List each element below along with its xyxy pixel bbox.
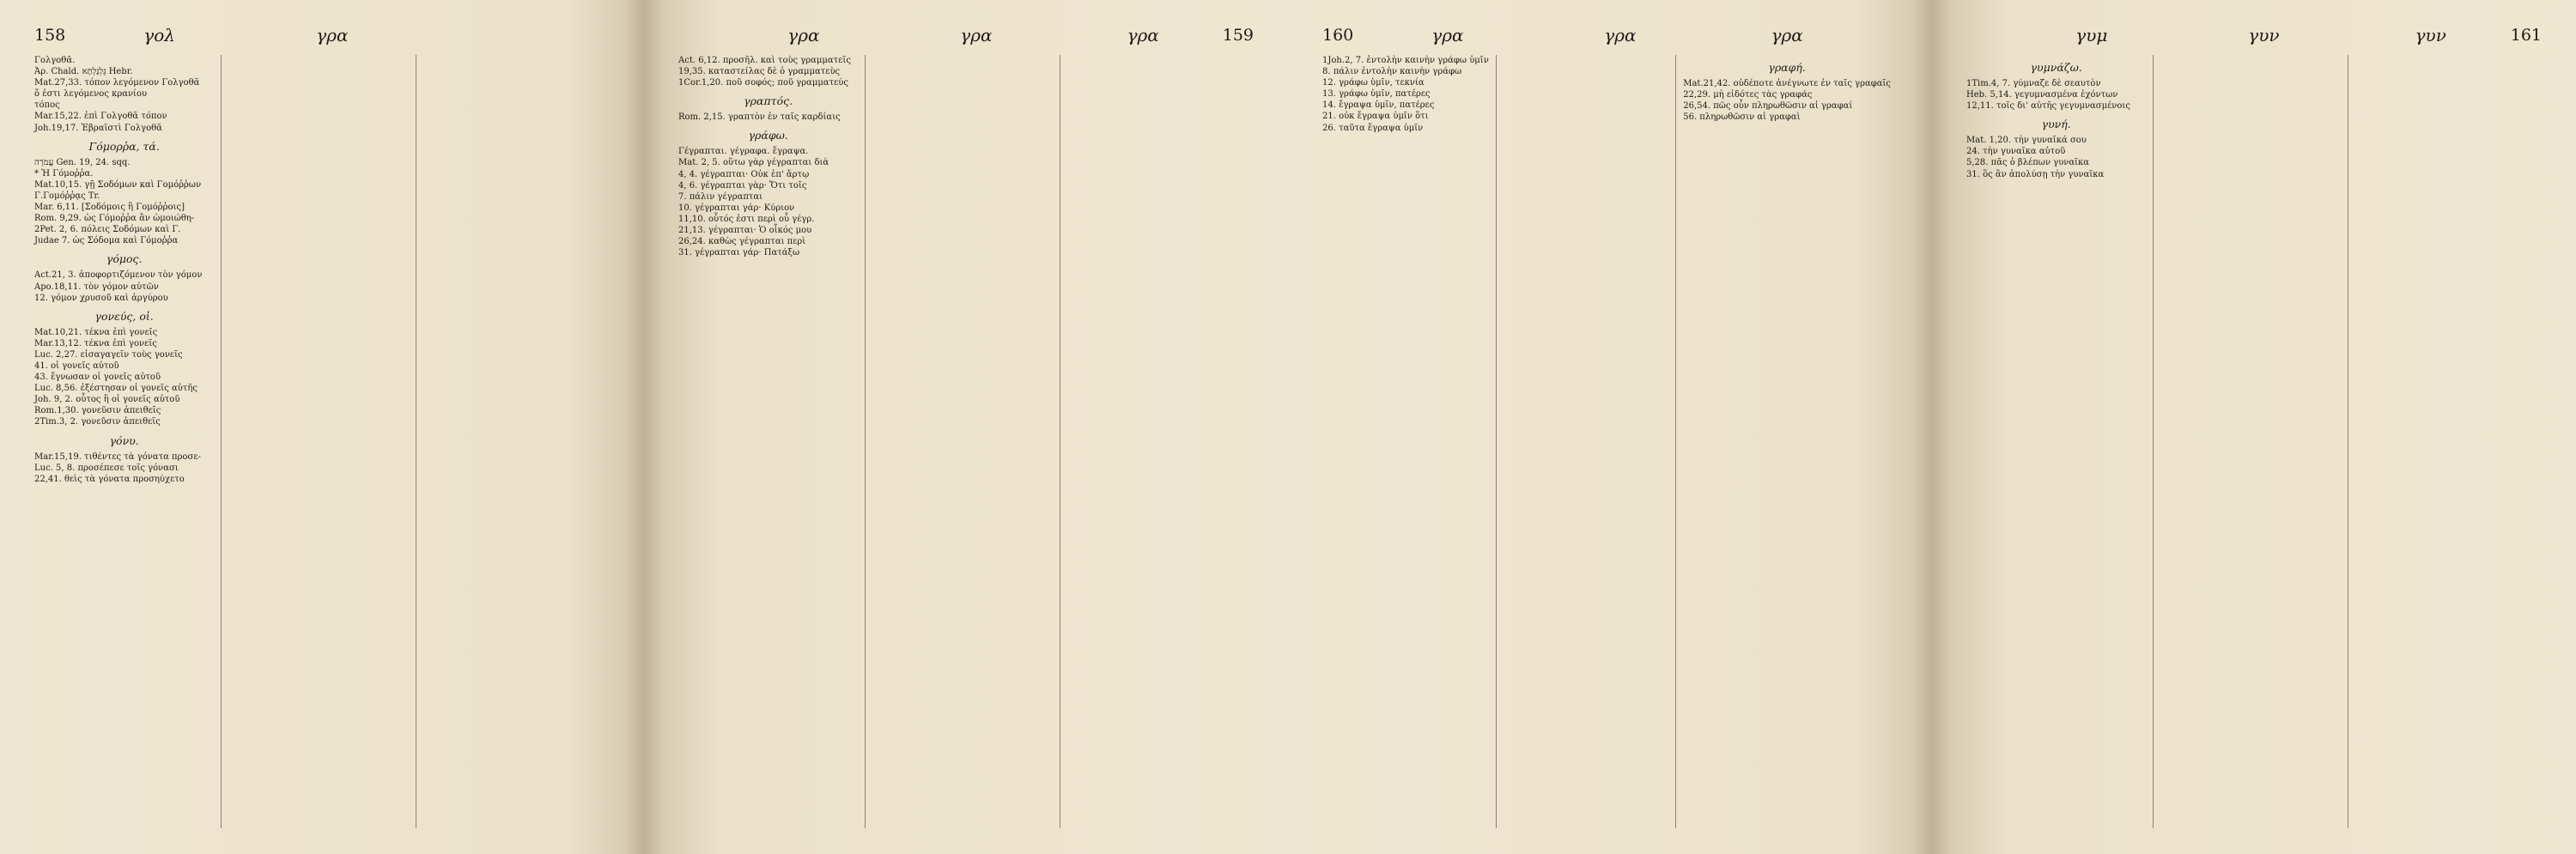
right-spread <box>1288 0 2576 854</box>
running-head <box>1322 19 1898 51</box>
citation-line: Γ.Γομόῤῥᾳς Tr. <box>34 191 100 201</box>
lemma-heading: γραφή. <box>1768 61 1806 74</box>
page-number: 161 <box>2510 26 2542 45</box>
citation-line: Γέγραπται. γέγραφα. ἔγραψα. <box>678 147 809 157</box>
citation-line: 26,54. πῶς οὖν πληρωθῶσιν αἱ γραφαί <box>1683 101 1853 112</box>
citation-line: Mar. 6,11. [Σοδόμοις ἢ Γομόῤῥοις] <box>34 203 185 213</box>
citation-line: 14. ἔγραψα ὑμῖν, πατέρες <box>1322 100 1435 111</box>
text-columns <box>1322 55 1898 828</box>
page-159 <box>644 0 1288 854</box>
running-headword: γρα <box>1431 25 1464 45</box>
running-head <box>34 19 610 51</box>
lemma-heading: γόνυ. <box>109 433 139 447</box>
text-column <box>1966 55 2153 828</box>
running-head <box>1966 19 2542 51</box>
citation-line: Γολγοθᾶ. <box>34 56 76 65</box>
page-number: 159 <box>1222 26 1254 45</box>
citation-line: 10. γέγραπται γάρ· Κύριον <box>678 203 795 213</box>
lemma-heading: γονεύς, οἱ. <box>94 309 154 323</box>
citation-line: τόπος <box>34 100 60 111</box>
text-column <box>34 55 221 828</box>
page-161 <box>1932 0 2576 854</box>
running-headword: γυμ <box>2075 25 2108 45</box>
citation-line: 41. οἱ γονεῖς αὐτοῦ <box>34 360 119 371</box>
citation-line: Mar.13,12. τέκνα ἐπὶ γονεῖς <box>34 338 157 348</box>
citation-line: * Ἡ Γόμοῤῥα. <box>34 168 94 179</box>
citation-line: 31. ὃς ἂν ἀπολύσῃ τὴν γυναῖκα <box>1966 169 2105 179</box>
citation-line: Rom.1,30. γονεῦσιν ἀπειθεῖς <box>34 406 161 416</box>
citation-line: Joh. 9, 2. οὗτος ἢ οἱ γονεῖς αὐτοῦ <box>34 395 180 405</box>
citation-line: 2Tim.3, 2. γονεῦσιν ἀπειθεῖς <box>34 417 161 427</box>
running-headword: γρα <box>787 25 820 45</box>
citation-line: 8. πάλιν ἐντολὴν καινὴν γράφω <box>1322 67 1462 77</box>
citation-line: 7. πάλιν γέγραπται <box>678 191 763 202</box>
citation-line: Mar.15,19. τιθέντες τὰ γόνατα προσε- <box>34 451 201 462</box>
page-158 <box>0 0 644 854</box>
citation-line: עֲמֹרָה Gen. 19, 24. sqq. <box>34 157 131 167</box>
citation-line: Heb. 5,14. γεγυμνασμένα ἐχόντων <box>1966 90 2118 100</box>
citation-line: Apo.18,11. τὸν γόμον αὐτῶν <box>34 282 159 292</box>
lemma-heading: γράφω. <box>748 129 788 142</box>
citation-line: 13. γράφω ὑμῖν, πατέρες <box>1322 89 1431 100</box>
text-column <box>1322 55 1496 828</box>
running-headword: γρα <box>1771 25 1803 45</box>
page-number: 158 <box>34 26 66 45</box>
text-column <box>221 55 415 828</box>
citation-line: 4, 6. γέγραπται γὰρ· Ὅτι τοῖς <box>678 180 807 191</box>
citation-line: 1Tim.4, 7. γύμναζε δὲ σεαυτὸν <box>1966 79 2101 88</box>
running-headword: γρα <box>1604 25 1637 45</box>
citation-line: Mat. 2, 5. οὕτω γὰρ γέγραπται διὰ <box>678 158 829 168</box>
citation-line: Rom. 9,29. ὡς Γόμοῤῥα ἂν ὡμοιώθη- <box>34 214 195 224</box>
citation-line: Mat.10,21. τέκνα ἐπὶ γονεῖς <box>34 327 158 337</box>
citation-line: 12. γράφω ὑμῖν, τεκνία <box>1322 78 1425 88</box>
citation-line: Act.21, 3. ἀποφορτιζόμενον τὸν γόμον <box>34 270 203 281</box>
text-column <box>1060 55 1254 828</box>
page-160 <box>1288 0 1932 854</box>
citation-line: Mat.10,15. γῇ Σοδόμων καὶ Γομόῤῥων <box>34 179 202 190</box>
text-column <box>416 55 610 828</box>
citation-line: Act. 6,12. προσῆλ. καὶ τοὺς γραμματεῖς <box>678 56 851 65</box>
citation-line: 22,29. μὴ εἰδότες τὰς γραφάς <box>1683 90 1813 100</box>
running-headword: γρα <box>960 25 993 45</box>
lemma-heading: γόμος. <box>106 252 143 266</box>
lemma-heading: γυμνάζω. <box>2030 61 2082 74</box>
citation-line: 1Joh.2, 7. ἐντολὴν καινὴν γράφω ὑμῖν <box>1322 56 1489 65</box>
running-head <box>678 19 1254 51</box>
citation-line: 21. οὐκ ἔγραψα ὑμῖν ὅτι <box>1322 112 1429 122</box>
running-headword: γυν <box>2415 25 2446 45</box>
citation-line: 26,24. καθὼς γέγραπται περὶ <box>678 237 806 247</box>
text-column <box>2153 55 2347 828</box>
citation-line: 26. ταῦτα ἔγραψα ὑμῖν <box>1322 123 1424 133</box>
text-column <box>2348 55 2542 828</box>
running-headword: γρα <box>1127 25 1159 45</box>
citation-line: Luc. 5, 8. προσέπεσε τοῖς γόνασι <box>34 463 179 473</box>
lemma-heading: γραπτός. <box>744 94 793 108</box>
citation-line: Mat.21,42. οὐδέποτε ἀνέγνωτε ἐν ταῖς γραφαῖς <box>1683 79 1891 88</box>
text-column <box>678 55 865 828</box>
citation-line: 5,28. πᾶς ὁ βλέπων γυναῖκα <box>1966 158 2090 168</box>
citation-line: 31. γέγραπται γάρ· Πατάξω <box>678 248 800 258</box>
citation-line: 1Cor.1,20. ποῦ σοφός; ποῦ γραμματεύς <box>678 78 848 88</box>
citation-line: 12. γόμον χρυσοῦ καὶ ἀργύρου <box>34 293 168 303</box>
page-number: 160 <box>1322 26 1354 45</box>
citation-line: 56. πληρωθῶσιν αἱ γραφαὶ <box>1683 112 1801 123</box>
text-columns <box>34 55 610 828</box>
lemma-heading: Γόμορῥα, τά. <box>88 139 160 153</box>
citation-line: Rom. 2,15. γραπτὸν ἐν ταῖς καρδίαις <box>678 112 841 123</box>
citation-line: 21,13. γέγραπται· Ὁ οἶκός μου <box>678 226 812 236</box>
citation-line: 4, 4. γέγραπται· Οὐκ ἐπ' ἄρτῳ <box>678 169 810 179</box>
running-headword: γυν <box>2248 25 2280 45</box>
lemma-heading: γυνή. <box>2041 118 2071 131</box>
citation-line: Luc. 2,27. εἰσαγαγεῖν τοὺς γονεῖς <box>34 349 183 360</box>
running-headword: γρα <box>316 25 349 45</box>
citation-line: 22,41. θεὶς τὰ γόνατα προσηύχετο <box>34 474 185 484</box>
text-column <box>1675 55 1898 828</box>
citation-line: Ἀρ. Chald. גֻּלְגָּלְתָּא Hebr. <box>34 67 133 77</box>
text-column <box>1496 55 1675 828</box>
citation-line: Luc. 8,56. ἐξέστησαν οἱ γονεῖς αὐτῆς <box>34 384 197 394</box>
citation-line: 11,10. οὗτός ἐστι περὶ οὗ γέγρ. <box>678 214 815 224</box>
running-headword: γολ <box>143 25 175 45</box>
citation-line: 24. τὴν γυναῖκα αὐτοῦ <box>1966 147 2066 157</box>
citation-line: Mat. 1,20. τὴν γυναῖκά σου <box>1966 136 2087 146</box>
citation-line: ὅ ἐστι λεγόμενος κρανίου <box>34 89 148 100</box>
citation-line: Mat.27,33. τόπον λεγόμενον Γολγοθᾶ <box>34 78 200 88</box>
text-columns <box>1966 55 2542 828</box>
citation-line: 43. ἔγνωσαν οἱ γονεῖς αὐτοῦ <box>34 372 161 383</box>
text-columns <box>678 55 1254 828</box>
citation-line: 12,11. τοῖς δι' αὐτῆς γεγυμνασμένοις <box>1966 101 2130 112</box>
citation-line: Joh.19,17. Ἑβραϊστὶ Γολγοθᾶ <box>34 123 162 133</box>
citation-line: Mar.15,22. ἐπὶ Γολγοθᾶ τόπον <box>34 112 167 122</box>
text-column <box>865 55 1059 828</box>
citation-line: Judae 7. ὡς Σόδομα καὶ Γόμοῤῥα <box>34 236 179 246</box>
citation-line: 19,35. καταστείλας δὲ ὁ γραμματεὺς <box>678 67 841 77</box>
citation-line: 2Pet. 2, 6. πόλεις Σοδόμων καὶ Γ. <box>34 225 181 235</box>
